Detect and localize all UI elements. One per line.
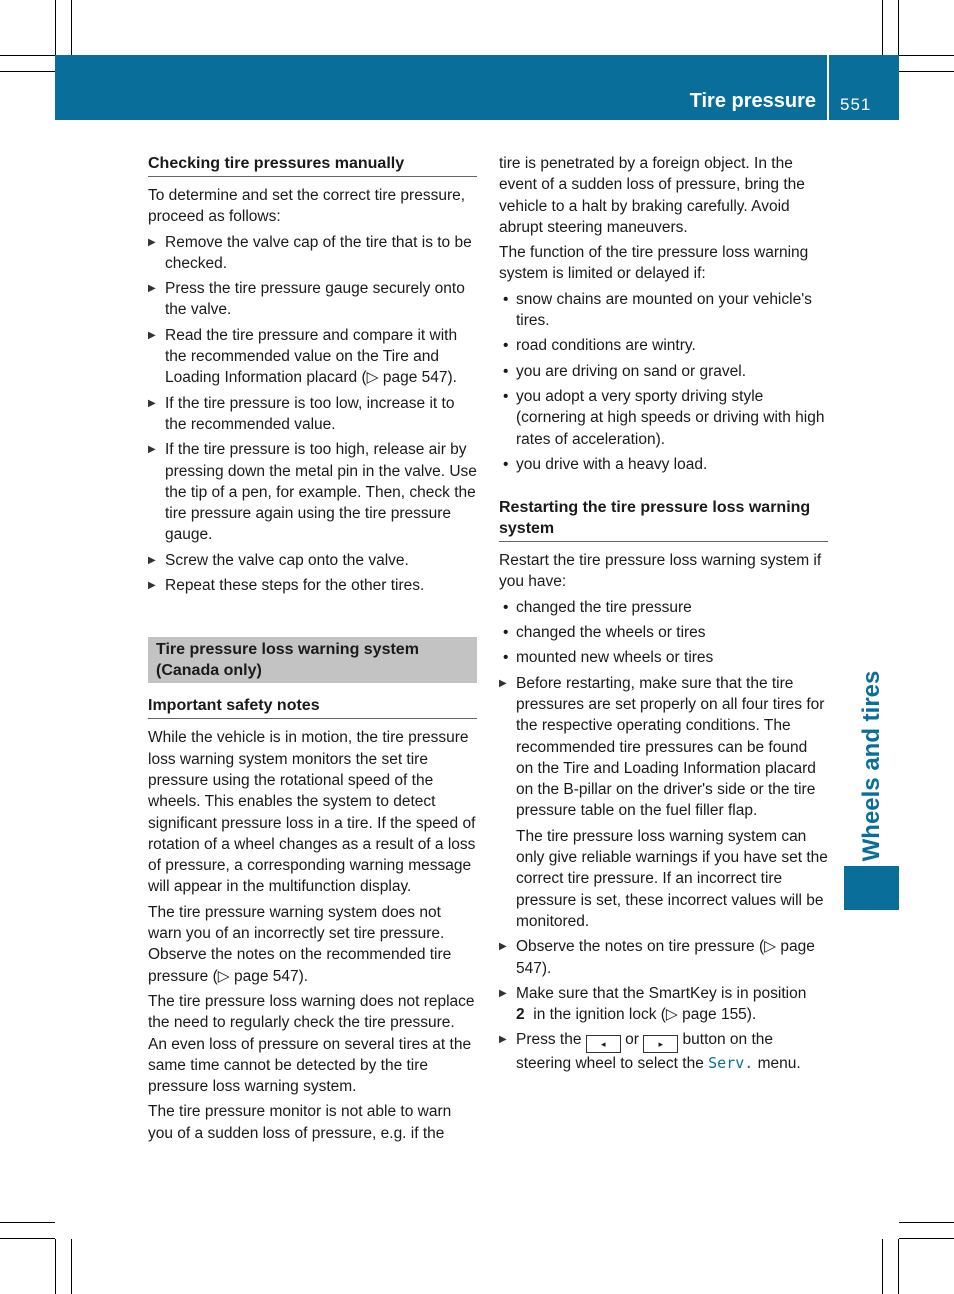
key-position: 2 [516, 1006, 525, 1024]
page-number: 551 [840, 95, 872, 114]
crop-mark [0, 1222, 55, 1223]
paragraph: The function of the tire pressure loss warning system is limited or delayed if: [499, 244, 809, 283]
crop-mark [55, 0, 56, 55]
crop-mark [71, 1239, 72, 1294]
header-separator [827, 55, 829, 120]
step-item: ▶ Press the tire pressure gauge securely onto the valve. [148, 278, 477, 321]
step-item: ▶ Repeat these steps for the other tires. [148, 575, 477, 596]
crop-mark [898, 0, 899, 55]
crop-mark [899, 1238, 954, 1239]
crop-mark [0, 55, 55, 56]
step-item [499, 983, 828, 1026]
step-item [499, 1029, 828, 1074]
crop-mark [71, 0, 72, 55]
list-item: • mounted new wheels or tires [499, 647, 828, 668]
left-column [148, 153, 477, 1144]
step-item: ▶ Observe the notes on tire pressure (▷ page 547). [499, 936, 828, 979]
crop-mark [0, 71, 55, 72]
heading-safety-notes: Important safety notes [148, 695, 477, 719]
display-menu-name: Serv. [708, 1054, 754, 1073]
heading-restarting: Restarting the tire pressure loss warning system [499, 497, 828, 542]
paragraph: The tire pressure warning system does not warn you of an incorrectly set tire pressure. Observe the notes on the recommended tire pressure (▷ page 547). [148, 903, 452, 985]
list-item: • you drive with a heavy load. [499, 454, 828, 475]
crop-mark [882, 1239, 883, 1294]
step-item: ▶ Remove the valve cap of the tire that is to be checked. [148, 232, 477, 275]
crop-mark [899, 1222, 954, 1223]
list-item: • changed the tire pressure [499, 597, 828, 618]
step-text: Press the [516, 1031, 582, 1049]
crop-mark [898, 1239, 899, 1294]
step-item: ▶ Screw the valve cap onto the valve. [148, 550, 477, 571]
side-tab-label: Wheels and tires [858, 670, 885, 862]
list-item: • snow chains are mounted on your vehicle's tires. [499, 289, 828, 332]
manual-check-steps [148, 232, 477, 597]
crop-mark [0, 1238, 55, 1239]
side-tab-marker [844, 866, 899, 910]
section-box-heading: Tire pressure loss warning system (Canada only) [148, 637, 477, 683]
step-text: button on the steering wheel to select the [516, 1031, 774, 1073]
paragraph: tire is penetrated by a foreign object. In the event of a sudden loss of pressure, bring the vehicle to a halt by braking carefully. Avoid abrupt steering maneuvers. [499, 155, 805, 236]
right-arrow-key-icon: ▸ [643, 1035, 678, 1053]
step-item: ▶ Read the tire pressure and compare it with the recommended value on the Tire and Loading Information placard (▷ page 547). [148, 325, 477, 389]
section-title: Tire pressure [689, 90, 816, 112]
step-text: or [625, 1031, 639, 1049]
paragraph: The tire pressure monitor is not able to warn you of a sudden loss of pressure, e.g. if the [148, 1103, 452, 1142]
paragraph: Restart the tire pressure loss warning system if you have: [499, 552, 822, 591]
crop-mark [899, 71, 954, 72]
paragraph: The tire pressure loss warning does not replace the need to regularly check the tire pressure. An even loss of pressure on several tires at the same time cannot be detected by the tire pressure loss warning system. [148, 992, 475, 1096]
intro-paragraph: To determine and set the correct tire pressure, proceed as follows: [148, 187, 466, 226]
step-text: Make sure that the SmartKey is in position [516, 984, 807, 1002]
step-item: ▶ If the tire pressure is too low, increase it to the recommended value. [148, 393, 477, 436]
limitation-list [499, 289, 828, 475]
step-text: Before restarting, make sure that the tire pressures are set properly on all four tires for the respective operating conditions. The recommended tire pressures can be found on the Tire and Loading Information placard on the B-pillar on the driver's side or the tire pressure table on the fuel filler flap. [516, 674, 825, 820]
restart-steps [499, 673, 828, 1075]
paragraph: While the vehicle is in motion, the tire pressure loss warning system monitors the set tire pressure using the rotational speed of the wheels. This enables the system to detect significant pressure loss in a tire. If the speed of rotation of a wheel changes as a result of a loss of pressure, a corresponding warning message will appear in the multifunction display. [148, 729, 476, 896]
step-item: ▶ If the tire pressure is too high, release air by pressing down the metal pin in the valve. Use the tip of a pen, for example. Then, check the tire pressure again using the tire pressure gauge. [148, 439, 477, 545]
crop-mark [55, 1239, 56, 1294]
list-item: • you adopt a very sporty driving style (cornering at high speeds or driving with high rates of acceleration). [499, 386, 828, 450]
step-item [499, 673, 828, 933]
list-item: • road conditions are wintry. [499, 335, 828, 356]
step-text: in the ignition lock (▷ page 155). [533, 1006, 757, 1024]
right-column [499, 153, 828, 1075]
left-arrow-key-icon: ◂ [586, 1035, 621, 1053]
crop-mark [899, 55, 954, 56]
heading-checking-manually: Checking tire pressures manually [148, 153, 477, 177]
step-text: menu. [757, 1055, 801, 1073]
crop-mark [882, 0, 883, 55]
list-item: • changed the wheels or tires [499, 622, 828, 643]
list-item: • you are driving on sand or gravel. [499, 361, 828, 382]
step-note: The tire pressure loss warning system can only give reliable warnings if you have set the correct tire pressure. If an incorrect tire pressure is set, these incorrect values will be monitored. [516, 827, 828, 930]
restart-conditions-list [499, 597, 828, 669]
